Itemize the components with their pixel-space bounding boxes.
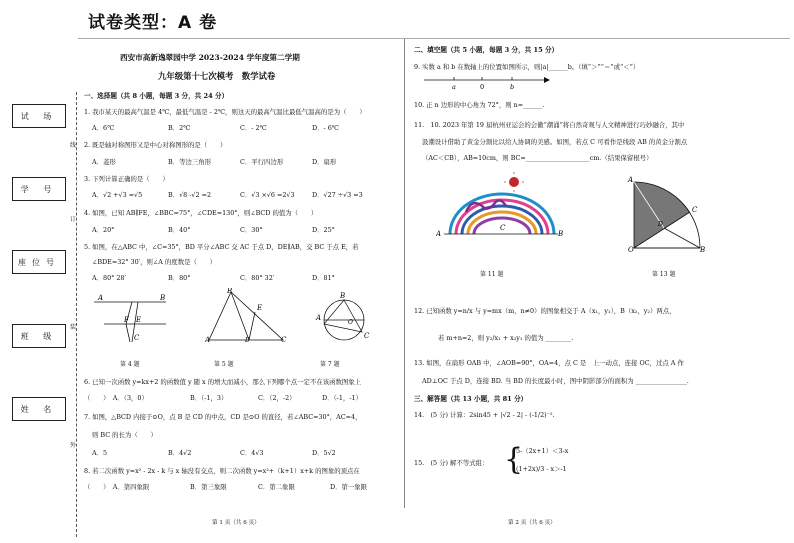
question-12-line2: 若 m+n=2，则 y₂/x₁ + x₂y₁ 的值为 ________.	[438, 334, 574, 342]
q5-option-a[interactable]: A．80° 28′	[92, 274, 126, 282]
figure-q11-emblem	[436, 172, 566, 244]
q1-option-b[interactable]: B．2℃	[168, 124, 191, 132]
axis-label-b: b	[510, 83, 515, 91]
caption-q5: 第 5 题	[214, 361, 234, 368]
section-choice-header: 一、选择题（共 8 小题，每题 3 分，共 24 分）	[84, 92, 229, 100]
q2-option-b[interactable]: B．等边三角形	[168, 158, 212, 166]
q3-option-a[interactable]: A．√2 +√3 =√5	[92, 191, 143, 199]
svg-text:C: C	[500, 224, 506, 232]
svg-text:B: B	[558, 230, 564, 238]
svg-text:E: E	[257, 304, 263, 312]
q2-option-d[interactable]: D．扇形	[312, 158, 337, 166]
svg-text:C: C	[134, 334, 140, 342]
svg-text:C: C	[364, 332, 370, 340]
q6-option-c[interactable]: C．（2，-2）	[258, 394, 296, 402]
seal-char-line: 线	[70, 142, 77, 149]
question-7: 7. 如图，△BCD 内接于⊙O，点 B 是 CD 的中点，CD 是⊙O 的直径，若∠ABC=30°，AC=4，	[84, 413, 362, 421]
seal-char-outer: 外	[70, 442, 77, 449]
q6-option-d[interactable]: D．（-1，-1）	[322, 394, 362, 402]
svg-text:C: C	[281, 336, 287, 344]
svg-text:A: A	[205, 336, 211, 344]
svg-text:O: O	[628, 246, 634, 254]
q1-option-d[interactable]: D．- 6℃	[312, 124, 339, 132]
page-footer-left: 第 1 页（共 6 页）	[212, 520, 260, 526]
page-footer-right: 第 2 页（共 6 页）	[508, 520, 556, 526]
q8-option-d[interactable]: D．第一象限	[330, 483, 368, 491]
question-10: 10. 正 n 边形的中心角为 72°，则 n=______.	[414, 101, 545, 109]
caption-q11: 第 11 题	[480, 271, 504, 278]
question-5-cont: ∠BDE=32° 30′，则∠A 的度数是（ ）	[92, 258, 217, 266]
q15-inequality-1: 5-（2x+1）＜3-x	[516, 447, 569, 455]
question-5: 5. 如图，在△ABC 中，∠C=35°，BD 平分∠ABC 交 AC 于点 D，DE∥AB，交 BC 于点 E，若	[84, 243, 359, 251]
figure-q4	[90, 290, 168, 348]
question-14: 14. (5 分) 计算：2sin45 + |√2 - 2| - (-1/2)⁻².	[414, 411, 555, 419]
caption-q7: 第 7 题	[320, 361, 340, 368]
svg-text:F: F	[124, 316, 129, 324]
caption-q4: 第 4 题	[120, 361, 140, 368]
question-4: 4. 如图，已知 AB∥FE，∠BBC=75°，∠CDE=130°，则∠BCD 的值为（ ）	[84, 209, 318, 217]
seal-char-bind: 装	[70, 324, 77, 331]
q5-option-b[interactable]: B．80°	[168, 274, 191, 282]
q7-option-d[interactable]: D．5√2	[312, 449, 336, 457]
q3-option-d[interactable]: D．√27 ÷√3 =3	[312, 191, 363, 199]
figure-q13-sector	[624, 176, 706, 254]
exam-type-title: 试卷类型：A 卷	[88, 13, 218, 33]
q15-brace: {	[504, 442, 524, 477]
q15-inequality-2: (1+2x)/3 - x＞-1	[516, 465, 567, 473]
question-7-cont: 则 BC 的长为（ ）	[92, 431, 157, 439]
field-seat-number[interactable]: 座位号	[12, 250, 66, 274]
svg-text:A: A	[436, 230, 442, 238]
question-12-line1: 12. 已知函数 y=n/x 与 y=mx（m，n≠0）的图象相交于 A（x₁，y₁），B（x₂，y₂）两点，	[414, 307, 676, 315]
q1-option-c[interactable]: C．- 2℃	[240, 124, 267, 132]
question-11-line1: 11. 10. 2023 年第 19 届杭州亚运会的会徽“潮涌”将自然奇观与人文精神进行巧妙融合，其中	[414, 121, 685, 129]
section-fill-header: 二、填空题（共 5 小题，每题 3 分，共 15 分）	[414, 46, 559, 54]
section-answer-header: 三、解答题（共 13 小题，共 81 分）	[414, 395, 528, 403]
figure-q7	[310, 290, 374, 348]
svg-text:B: B	[700, 246, 706, 254]
q2-option-a[interactable]: A．菱形	[92, 158, 116, 166]
svg-text:B: B	[160, 294, 166, 302]
q6-option-a[interactable]: （ ） A．（3，0）	[84, 394, 148, 402]
question-1: 1. 我市某天的最高气温是 4℃，最低气温是 - 2℃，则这天的最高气温比最低气温高的是为（ ）	[84, 108, 366, 116]
svg-text:B: B	[227, 288, 233, 295]
header-rule	[78, 38, 790, 39]
question-6: 6. 已知一次函数 y=kx+2 的函数值 y 随 x 的增大而减小，那么下列哪个点一定不在该函数图象上	[84, 378, 362, 386]
q3-option-b[interactable]: B．√8 -√2 =2	[168, 191, 212, 199]
binding-line	[76, 92, 77, 537]
field-student-id[interactable]: 学 号	[12, 177, 66, 201]
page-divider	[404, 38, 405, 508]
number-line-q9	[420, 74, 550, 92]
seal-char-order: 订	[70, 216, 77, 223]
exam-subtitle: 九年级第十七次模考 数学试卷	[158, 71, 276, 81]
question-13-line2: AD⊥OC 于点 D，连接 BD. 当 BD 的长度最小时，图中阴影部分的面积为 ________________.	[422, 377, 689, 385]
q7-option-b[interactable]: B．4√2	[168, 449, 192, 457]
q7-option-a[interactable]: A．5	[92, 449, 108, 457]
svg-text:C: C	[692, 206, 698, 214]
field-exam-room[interactable]: 试 场	[12, 104, 66, 128]
q4-option-b[interactable]: B．40°	[168, 226, 191, 234]
svg-text:D: D	[245, 337, 250, 344]
q2-option-c[interactable]: C．平行四边形	[240, 158, 284, 166]
q4-option-d[interactable]: D．25°	[312, 226, 335, 234]
question-11-line2: 汲潮设计借助了黄金分割比以给人协调的美感。如图，若点 C 可看作是线段 AB 的黄金分割点	[422, 138, 688, 146]
q8-option-a[interactable]: （ ） A．第四象限	[84, 483, 150, 491]
question-11-line3: （AC＜CB），AB=10cm，则 BC=____________________cm.（结果保留根号）	[422, 154, 653, 162]
question-15: 15. (5 分) 解不等式组：	[414, 459, 489, 467]
svg-text:A: A	[628, 176, 634, 184]
q8-option-c[interactable]: C．第二象限	[258, 483, 295, 491]
svg-text:B: B	[340, 292, 346, 300]
question-9: 9. 实数 a 和 b 在数轴上的位置如图所示，则|a|______b。（填“＞”“＝”或“＜”）	[414, 63, 640, 71]
q4-option-c[interactable]: C．30°	[240, 226, 263, 234]
question-2: 2. 既是轴对称图形又是中心对称图形的是（ ）	[84, 141, 227, 149]
question-8: 8. 若二次函数 y=x² - 2x - k 与 x 轴没有交点，则二次函数 y=x²+（k+1）x+k 的图象的顶点在	[84, 467, 360, 475]
q1-option-a[interactable]: A．6℃	[92, 124, 115, 132]
q5-option-c[interactable]: C．80° 32′	[240, 274, 275, 282]
question-13-line1: 13. 如图，在扇形 OAB 中，∠AOB=90°，OA=4，点 C 是 上一动点，连接 OC，过点 A 作	[414, 359, 684, 367]
field-class[interactable]: 班 级	[12, 324, 66, 348]
q6-option-b[interactable]: B．（-1，3）	[190, 394, 228, 402]
svg-text:A: A	[316, 314, 322, 322]
axis-label-a: a	[452, 83, 456, 91]
svg-text:E: E	[136, 316, 142, 324]
svg-text:D: D	[658, 221, 663, 228]
svg-text:A: A	[98, 294, 104, 302]
school-header: 西安市高新逸翠园中学 2023-2024 学年度第二学期	[120, 53, 300, 62]
q8-option-b[interactable]: B．第三象限	[190, 483, 227, 491]
question-3: 3. 下列计算正确的是（ ）	[84, 175, 169, 183]
q7-option-c[interactable]: C．4√3	[240, 449, 264, 457]
figure-q5	[205, 288, 287, 344]
field-name[interactable]: 姓 名	[12, 397, 66, 421]
axis-label-zero: 0	[480, 83, 485, 91]
q4-option-a[interactable]: A．20°	[92, 226, 115, 234]
svg-text:O: O	[348, 319, 353, 326]
q3-option-c[interactable]: C．√3 ×√6 =2√3	[240, 191, 295, 199]
caption-q13: 第 13 题	[652, 271, 676, 278]
q5-option-d[interactable]: D．81°	[312, 274, 335, 282]
